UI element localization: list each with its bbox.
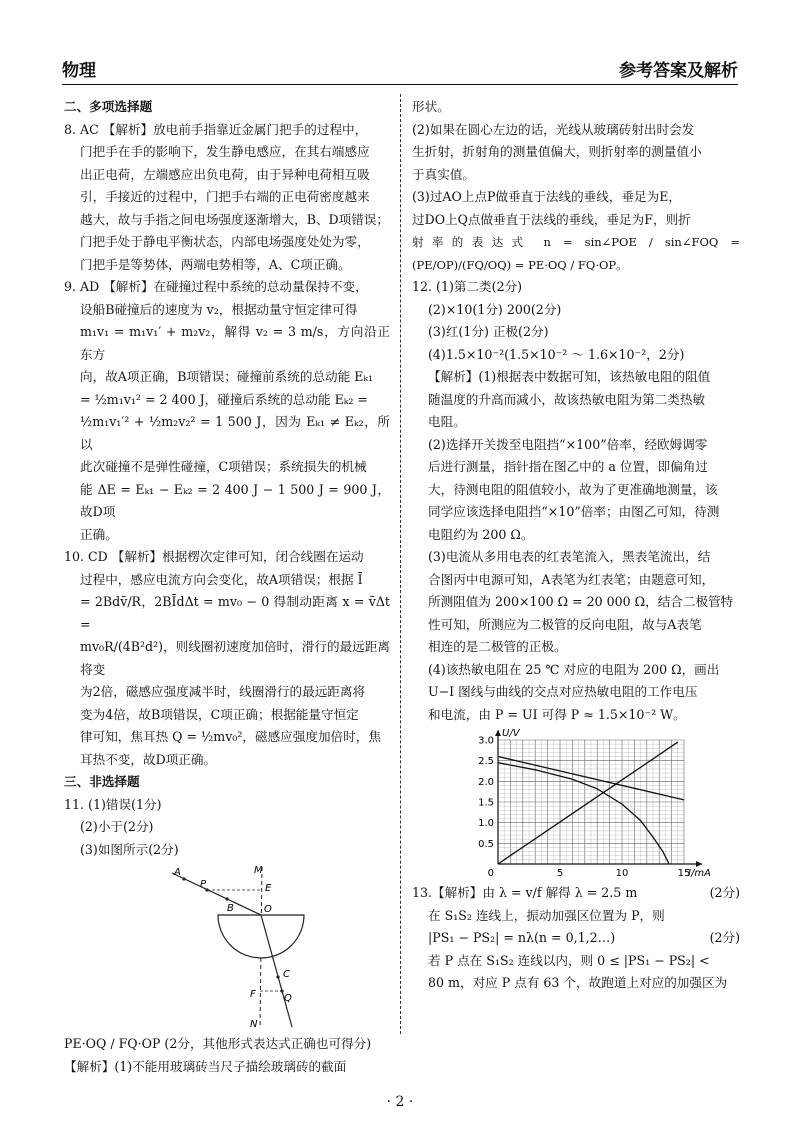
y-tick-label: 0.5 [478,838,494,850]
y-tick-label: 1.5 [478,797,494,809]
y-axis-label: U/V [502,728,520,739]
answer-8: 8. AC 【解析】放电前手指靠近金属门把手的过程中， 门把手在手的影响下，发生静电感应，在其右端感应 出正电荷，左端感应出负电荷，由于异种电荷相互吸 引，手接近的过程中，门把手右端的正电荷密度越来 越大，故与手指之间电场强度逐渐增大，B、D项错误； 门把手处于静电平衡状态，内部电场强度处处为零， 门把手是等势体，两端电势相等，A、C项正确。 [64,121,390,272]
page-header [62,56,738,82]
header-rule [62,84,738,85]
answer-11: 11. (1)错误(1分) (2)小于(2分) (3)如图所示(2分) [64,796,179,857]
section-multiple-choice: 二、多项选择题 [64,99,153,114]
x-tick-label: 10 [615,868,629,879]
label-a: A [174,867,181,878]
y-tick-label: 1.0 [478,818,494,830]
answer-9: 9. AD 【解析】在碰撞过程中系统的总动量保持不变， 设船B碰撞后的速度为 v₂，根据动量守恒定律可得 m₁v₁ = m₁v₁′ + m₂v₂，解得 v₂ = 3 m/s，方向沿正东方 向，故A项正确，B项错误；碰撞前系统的总动能 Eₖ₁ = ½m₁v₁² = 2 400 J，碰撞后系统的总动能 Eₖ₂ = ½m₁v₁′² + ½m₂v₂² = 1 500 J，因为 Eₖ₁ ≠ Eₖ₂，所以 此次碰撞不是弹性碰撞，C项错误；系统损失的机械 能 ΔE = Eₖ₁ − Eₖ₂ = 2 400 J − 1 500 J = 900 J，故D项 正确。 [64,279,390,542]
analysis-11-start: 【解析】(1)不能用玻璃砖当尺子描绘玻璃砖的截面 [64,1058,347,1074]
y-tick-label: 2.5 [478,756,494,768]
section-non-choice: 三、非选择题 [64,774,140,789]
refraction-diagram [64,861,384,1033]
label-q: Q [284,993,292,1004]
x-tick-label: 0 [487,868,494,879]
refraction-index-expression: 射率的表达式 n = sin∠POE / sin∠FOQ = (PE/OP)/(FQ/OQ) = PE·OQ / FQ·OP。 [412,235,740,272]
section-title: 参考答案及解析 [619,61,738,81]
analysis-11-cont: 形状。 (2)如果在圆心左边的话，光线从玻璃砖射出时会发 生折射，折射角的测量值偏大，则折射率的测量值小 于真实值。 (3)过AO上点P做垂直于法线的垂线，垂足为E， 过DO上Q点做垂直于法线的垂线，垂足为F，则折 射率的表达式 n = sin∠POE / sin∠FOQ = (PE/OP)/(FQ/OQ) = PE·OQ / FQ·OP。 [412,96,740,276]
page-number: · 2 · [386,1094,414,1110]
answer-13: 13.【解析】由 λ = v/f 解得 λ = 2.5 m (2分) 在 S₁S₂ 连线上，振动加强区位置为 P，则 |PS₁ − PS₂| = nλ(n = 0,1,2…) (2分) 若 P 点在 S₁S₂ 连线以内，则 0 ≤ |PS₁ − PS₂| < 80 m，对应 P 点有 63 个，故跑道上对应的加强区为 [412,885,740,990]
left-column [64,96,390,1078]
x-axis-arrow [696,861,702,867]
right-column [412,96,740,995]
subject-title: 物理 [62,61,96,81]
label-p: P [200,879,207,890]
label-o: O [264,904,272,915]
label-f: F [250,989,256,1000]
y-tick-label: 2.0 [478,776,494,788]
label-b: B [227,903,234,914]
series-line-2 [498,763,669,864]
x-axis-label: I/mA [688,868,711,879]
column-divider [400,94,401,1034]
u-i-chart [412,726,732,882]
label-m: M [254,865,263,876]
y-tick-label: 3.0 [478,735,494,747]
x-tick-label: 15 [677,868,691,879]
answer-10: 10. CD 【解析】根据楞次定律可知，闭合线圈在运动 过程中，感应电流方向会变化，故A项错误；根据 Ī = 2Bdv̄/R，2BĪdΔt = mv₀ − 0 得制动距离 x = v̄Δt = mv₀R/(4B²d²)，则线圈初速度加倍时，滑行的最远距离将变 为2倍，磁感应强度减半时，线圈滑行的最远距离将 变为4倍，故B项错误，C项正确；根据能量守恒定 律可知，焦耳热 Q = ½mv₀²，磁感应强度加倍时，焦 耳热不变，故D项正确。 [64,549,390,767]
label-n: N [250,1019,258,1030]
label-c: C [283,969,290,980]
analysis-12: 【解析】(1)根据表中数据可知，该热敏电阻的阻值 随温度的升高而减小，故该热敏电阻为第二类热敏 电阻。 (2)选择开关拨至电阻挡“×100”倍率，经欧姆调零 后进行测量，指针指在图乙中的 a 位置，即偏角过 大，待测电阻的阻值较小，故为了更准确地测量，该 同学应该选择电阻挡“×10”倍率；由图乙可知，待测 电阻约为 200 Ω。 (3)电流从多用电表的红表笔流入，黑表笔流出，结 合图丙中电源可知，A表笔为红表笔；由题意可知， 所测阻值为 200×100 Ω = 20 000 Ω，结合二极管特 性可知，所测应为二极管的反向电阻，故与A表笔 相连的是二极管的正极。 (4)该热敏电阻在 25 ℃ 对应的电阻为 200 Ω，画出 U−I 图线与曲线的交点对应热敏电阻的工作电压 和电流，由 P = UI 可得 P ≈ 1.5×10⁻² W。 [428,369,734,722]
x-tick-label: 5 [556,868,564,879]
y-axis-arrow [495,730,501,736]
answer-12: 12. (1)第二类(2分) (2)×10(1分) 200(2分) (3)红(1分) 正极(2分) (4)1.5×10⁻²(1.5×10⁻² ～ 1.6×10⁻²，2分) [412,279,685,362]
refraction-formula: PE·OQ / FQ·OP (2分，其他形式表达式正确也可得分) [64,1036,372,1051]
glass-semicircle [218,915,304,958]
label-e: E [265,883,272,894]
